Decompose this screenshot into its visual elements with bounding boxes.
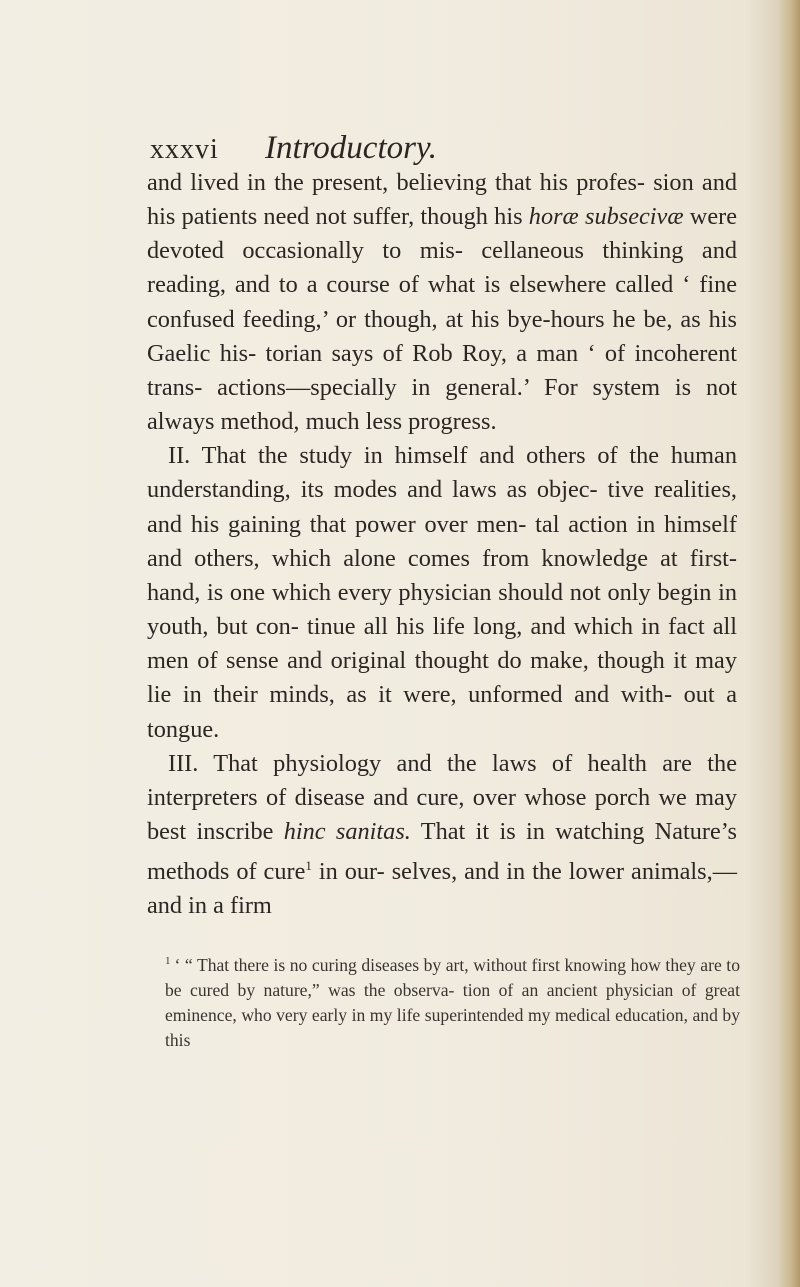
footnote-mark: 1: [165, 955, 171, 967]
running-title: Introductory.: [265, 130, 438, 166]
paragraph-3: III. That physiology and the laws of health are the interpreters of disease and cure, over whose porch we may best inscribe hinc sanitas. That it is in watching Nature’s methods of cure$^1$ in our- selves, and in the lower animals,—and in a firm: [147, 749, 737, 920]
paragraph-2: II. That the study in himself and others of the human understanding, its modes and laws as objec- tive realities, and his gaining that power over men- tal action in himself and others, which alone comes from knowledge at first-hand, is one which every physician should not only begin in youth, but con- tinue all his life long, and which in fact all men of sense and original thought do make, though it may lie in their minds, as it were, unformed and with- out a tongue.: [147, 442, 737, 743]
latin-phrase: hinc sanitas.: [283, 817, 411, 845]
footnote-text: ‘ “ That there is no curing diseases by art, without first knowing how they are to be cured by nature,” was the observa- tion of an ancient physician of great eminence, who very early in my life superintended my medical education, and by this: [165, 955, 740, 1050]
paragraph-1: and lived in the present, believing that his profes- sion and his patients need not suffer, though his horæ subsecivæ were devoted occasionally to mis- cellaneous thinking and reading, and to a course of what is elsewhere called ‘ fine confused feeding,’ or though, at his bye-hours he be, as his Gaelic his- torian says of Rob Roy, a man ‘ of incoherent trans- actions—specially in general.’ For system is not always method, much less progress.: [147, 169, 737, 436]
page-header: [150, 126, 650, 170]
footnote-reference: 1: [305, 858, 312, 874]
page-edge-shadow: [778, 0, 800, 1287]
page-number: xxxvi: [150, 134, 219, 165]
body-text: [147, 166, 737, 923]
latin-phrase: horæ subsecivæ: [528, 203, 684, 231]
footnote: [165, 949, 740, 1053]
